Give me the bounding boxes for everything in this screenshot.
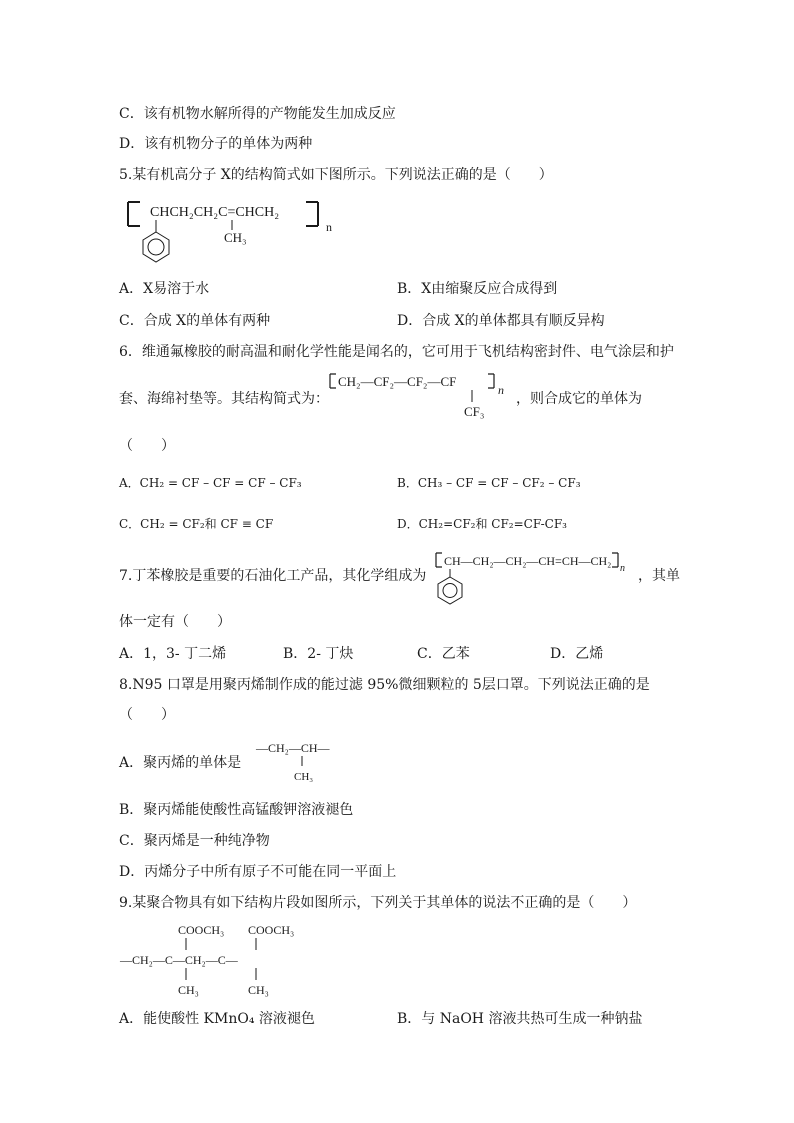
q6-structure-formula (326, 370, 516, 422)
q8-structure-formula (256, 738, 346, 784)
q6-option-d: D．CH₂=CF₂和 CF₂=CF-CF₃ (397, 517, 567, 531)
q4-option-c: C．该有机物水解所得的产物能发生加成反应 (119, 106, 396, 122)
q8-formula-methyl: CH₃ (294, 771, 314, 783)
q5-option-a: A．X易溶于水 (119, 281, 210, 297)
q9-structure-fragment (120, 920, 320, 1000)
q5-structure-formula (118, 196, 348, 268)
q8-answer-paren: （ ） (119, 707, 175, 723)
q6-answer-paren: （ ） (119, 438, 175, 454)
q8-stem: 8.N95 口罩是用聚丙烯制作成的能过滤 95%微细颗粒的 5层口罩。下列说法正确的是 (119, 677, 650, 693)
q6-formula-n: n (498, 383, 504, 397)
q7-structure-formula (432, 551, 632, 607)
q8-option-a: A．聚丙烯的单体是 (119, 755, 242, 771)
benzene-ring-icon (143, 232, 169, 262)
q6-stem-line1: 6．维通氟橡胶的耐高温和耐化学性能是闻名的，它可用于飞机结构密封件、电气涂层和护 (119, 344, 674, 360)
q5-formula-methyl: CH₃ (224, 230, 247, 245)
q6-formula-main: CH₂—CF₂—CF₂—CF (338, 374, 457, 389)
q6-option-c: C．CH₂ = CF₂和 CF ≡ CF (119, 517, 274, 531)
q5-option-b: B．X由缩聚反应合成得到 (397, 281, 558, 297)
q5-formula-n: n (326, 220, 332, 234)
q7-stem-line2: 体一定有（ ） (119, 614, 231, 630)
q5-option-d: D．合成 X的单体都具有顺反异构 (397, 313, 605, 329)
q8-option-d: D．丙烯分子中所有原子不可能在同一平面上 (119, 864, 397, 880)
q4-option-d: D．该有机物分子的单体为两种 (119, 136, 313, 152)
q7-stem-line1: 7.丁苯橡胶是重要的石油化工产品，其化学组成为 (119, 568, 427, 584)
q7-stem-line1-tail: ，其单 (638, 568, 680, 584)
q9-formula-bot2: CH₃ (248, 983, 269, 997)
q6-formula-cf3: CF₃ (464, 404, 485, 419)
q9-option-b: B．与 NaOH 溶液共热可生成一种钠盐 (397, 1011, 643, 1027)
q8-formula-main: —CH₂—CH— (256, 741, 330, 755)
q5-option-c: C．合成 X的单体有两种 (119, 313, 271, 329)
q6-option-a: A．CH₂ = CF – CF = CF – CF₃ (119, 476, 302, 490)
q9-formula-top1: COOCH₃ (178, 923, 225, 937)
q9-option-a: A．能使酸性 KMnO₄ 溶液褪色 (119, 1011, 315, 1027)
q9-formula-bot1: CH₃ (178, 983, 199, 997)
q7-option-b: B．2- 丁炔 (283, 646, 354, 662)
q8-option-c: C．聚丙烯是一种纯净物 (119, 833, 270, 849)
q7-option-c: C．乙苯 (417, 646, 470, 662)
q5-stem: 5.某有机高分子 X的结构简式如下图所示。下列说法正确的是（ ） (119, 167, 553, 183)
q6-stem-line2: 套、海绵衬垫等。其结构简式为： (119, 391, 329, 407)
q9-stem: 9.某聚合物具有如下结构片段如图所示，下列关于其单体的说法不正确的是（ ） (119, 895, 637, 911)
q9-formula-main: —CH₂—C—CH₂—C— (120, 953, 238, 967)
benzene-ring-icon (438, 577, 462, 604)
q7-option-a: A．1，3- 丁二烯 (119, 646, 227, 662)
q9-formula-top2: COOCH₃ (248, 923, 295, 937)
q8-option-b: B．聚丙烯能使酸性高锰酸钾溶液褪色 (119, 802, 354, 818)
q7-option-d: D．乙烯 (550, 646, 604, 662)
q6-stem-line2-tail: ，则合成它的单体为 (516, 391, 642, 407)
q5-formula-main: CHCH₂CH₂C=CHCH₂ (150, 205, 280, 220)
q7-formula-main: CH—CH₂—CH₂—CH=CH—CH₂ (444, 554, 612, 568)
q6-option-b: B．CH₃ – CF = CF – CF₂ – CF₃ (397, 476, 581, 490)
q7-formula-n: n (620, 563, 625, 574)
